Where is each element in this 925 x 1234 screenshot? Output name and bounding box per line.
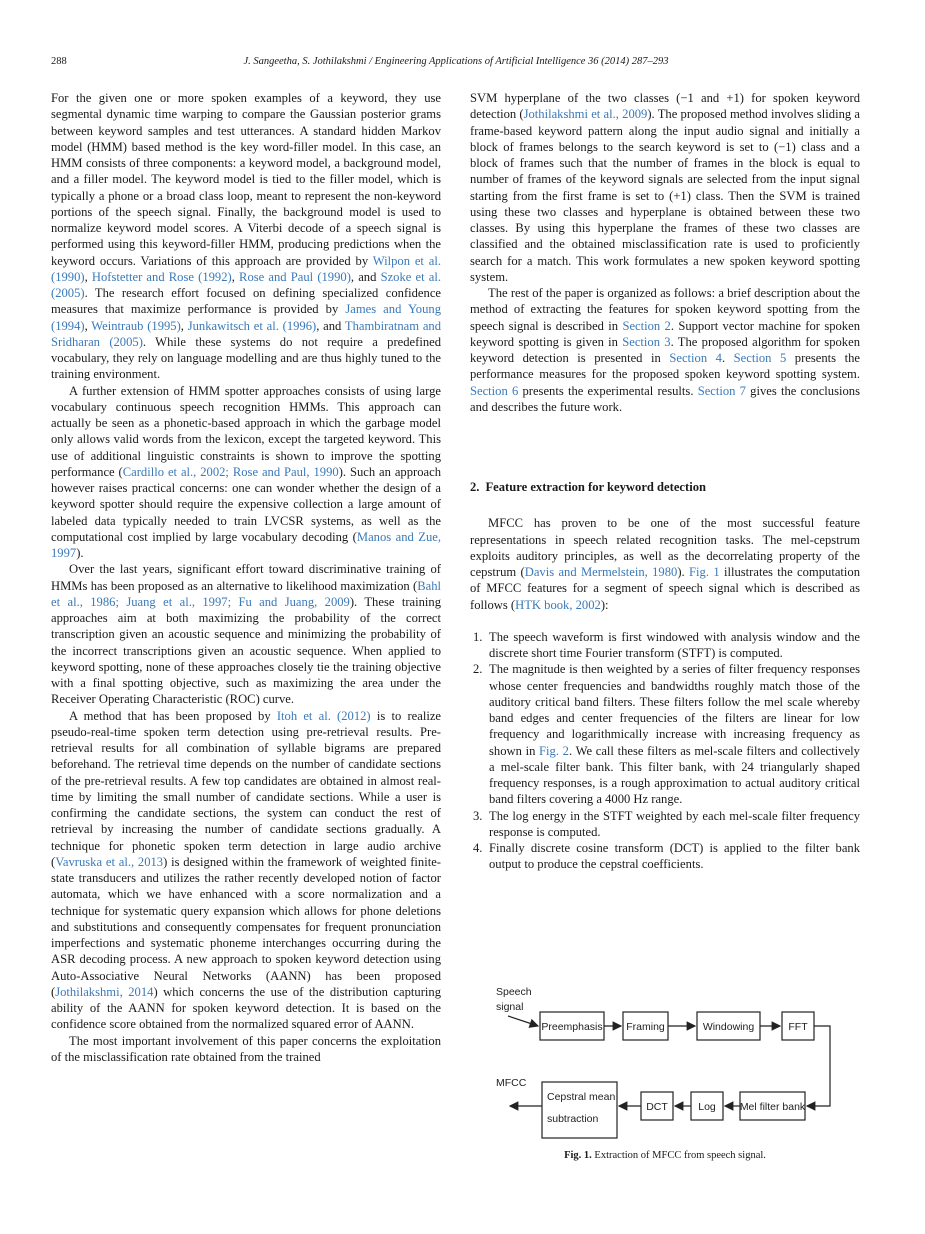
section-title: Feature extraction for keyword detection: [485, 480, 707, 494]
citation-link[interactable]: Cardillo et al., 2002; Rose and Paul, 1990: [122, 464, 339, 479]
paragraph: [470, 515, 860, 613]
text-run: ,: [180, 318, 188, 333]
text-run: presents the experimental results.: [518, 383, 698, 398]
text-run: . We call these filters as mel-scale filters and collectively a mel-scale filter bank. This filter bank, with 24 triangularly shaped frequency responses, is a rough approximation to actual auditory critical band filters covering a 4000 Hz range.: [489, 743, 860, 807]
citation-link[interactable]: Szoke et al. (2005): [51, 269, 442, 300]
text-run: is to realize pseudo-real-time spoken term detection using pre-retrieval results. Pre-retrieval results for all combination of syllable bigrams are prepared beforehand. The retrieval time depends on the number of candidate sections of the pre-retrieval results. A few top candidates are obtained in almost real-time by limiting the small number of candidate sections. While a user is confirming the candidate sections, the system can conduct the rest of retrieval by increasing the number of candidate sections gradually. A technique for phonetic spoken term detection in large audio archive (: [51, 708, 442, 869]
text-run: The log energy in the STFT weighted by each mel-scale filter frequency response is computed.: [489, 808, 860, 839]
list-text: [489, 841, 860, 871]
list-text: [489, 662, 860, 806]
paragraph: [51, 561, 441, 707]
text-run: A method that has been proposed by: [69, 708, 277, 723]
input-arrow: [508, 1016, 538, 1026]
text-run: SVM hyperplane of the two classes (−1 and +1) for spoken keyword detection (: [470, 91, 860, 122]
text-run: The most important involvement of this paper concerns the exploitation of the misclassification rate obtained from the trained: [51, 1033, 441, 1064]
block-cms-label-2: subtraction: [547, 1113, 599, 1125]
citation-link[interactable]: HTK book, 2002: [515, 597, 601, 612]
input-label-signal: signal: [496, 1001, 524, 1013]
section-number: 2.: [470, 480, 480, 494]
list-number: 2.: [473, 662, 483, 677]
citation-link[interactable]: Section 3: [622, 334, 671, 349]
list-text: [489, 809, 860, 839]
page-number: 288: [51, 56, 67, 67]
list-number: 4.: [473, 841, 483, 855]
text-run: ,: [84, 269, 92, 284]
citation-link[interactable]: Section 7: [697, 383, 746, 398]
block-fft-label: FFT: [788, 1021, 808, 1033]
block-dct-label: DCT: [646, 1101, 668, 1113]
list-item: [470, 629, 860, 662]
citation-link[interactable]: Itoh et al. (2012): [276, 708, 371, 723]
citation-link[interactable]: Manos and Zue, 1997: [51, 529, 441, 560]
citation-link[interactable]: Wilpon et al. (1990): [51, 253, 441, 284]
citation-link[interactable]: Jothilakshmi et al., 2009: [523, 107, 648, 122]
citation-link[interactable]: Bahl et al., 1986; Juang et al., 1997; Fu and Juang, 2009: [51, 578, 441, 609]
section-heading: [470, 479, 860, 495]
citation-link[interactable]: Rose and Paul (1990): [239, 269, 351, 284]
list-item: [470, 808, 860, 841]
text-run: ). The proposed method involves sliding a frame-based keyword pattern along the input audio signal and initially a block of frames belongs to the search keyword is set to (−1) class and a block of frames such that the number of frames in the block is equal to number of frames of the keyword signals are selected from the input signal starting from the first frame is set to (+1) class. Then the SVM is trained using these two classes and hyperplane is obtained between these two classes. By using this hyperplane the frames of these two classes are classified and the obtained misclassification rate is used to proficiently search for a match. This work formulates a new spoken keyword spotting system.: [470, 107, 860, 284]
block-cms-label-1: Cepstral mean: [547, 1091, 616, 1103]
citation-link[interactable]: Junkawitsch et al. (1996): [187, 318, 317, 333]
text-run: illustrates the computation of MFCC features for a segment of speech signal which is described as follows (: [470, 565, 860, 612]
list-item: [470, 661, 860, 807]
text-run: The speech waveform is first windowed with analysis window and the discrete short time Fourier transform (STFT) is computed.: [489, 629, 860, 660]
block-preemphasis-label: Preemphasis: [541, 1021, 603, 1033]
right-column: [470, 90, 860, 873]
figure-1: [470, 980, 860, 1180]
list-item: [470, 840, 860, 873]
text-run: A further extension of HMM spotter approaches consists of using large vocabulary continuous speech recognition HMMs. This approach can actually be seen as a phonetic-based approach in which the garbage model only allows valid words from the lexicon, except the targeted keyword. This use of additional linguistic constraints is shown to improve the spotting performance (: [51, 383, 441, 479]
text-run: For the given one or more spoken examples of a keyword, they use segmental dynamic time warping to compare the Gaussian posterior grams between keyword samples and test utterances. A standard hidden Markov model (HMM) based method is the key word-filler model. In this case, an HMM consists of three components: a keyword model, a background model, and a filler model. The keyword model is tied to the filler model, which is typically a phone or a broad class loop, meant to represent the non-keyword portions of the speech signal. Finally, the background model is used to normalize keyword model scores. A Viterbi decode of a speech signal is performed using this keyword-filler HMM, producing predictions when the keyword occurs. Variations of this approach are provided by: [51, 91, 441, 268]
text-run: . The proposed algorithm for spoken keyword detection is presented in: [470, 334, 860, 365]
text-run: , and: [350, 269, 381, 284]
paragraph: [51, 1033, 441, 1066]
text-run: . The research effort focused on defining specialized confidence measures that maximize performance is provided by: [51, 286, 441, 317]
text-run: ). Such an approach however raises practical concerns: one can wonder whether the design of a keyword spotter should require the expensive collection a large amount of labeled data typically needed to train LVCSR systems, as well as the computational cost implied by large vocabulary decoding (: [51, 464, 441, 544]
text-run: Over the last years, significant effort toward discriminative training of HMMs has been proposed as an alternative to likelihood maximization (: [51, 562, 441, 593]
citation-link[interactable]: Weintraub (1995): [91, 318, 181, 333]
paragraph: [51, 708, 441, 1033]
text-run: .: [721, 351, 734, 365]
paragraph: [470, 90, 860, 285]
citation-link[interactable]: Section 4: [669, 351, 722, 365]
caption-label: Fig. 1.: [564, 1150, 592, 1161]
text-run: gives the conclusions and describes the future work.: [470, 383, 860, 414]
citation-link[interactable]: Vavruska et al., 2013: [55, 854, 164, 869]
block-mel-filter-bank-label: Mel filter bank: [739, 1101, 806, 1113]
output-label-mfcc: MFCC: [496, 1077, 527, 1089]
text-run: The magnitude is then weighted by a series of filter frequency responses whose center frequencies and bandwidths roughly match those of the auditory critical band filters. These filters follow the mel scale whereby band edges and center frequencies of the filters are linear for low frequency and logarithmically increase with increasing frequency as shown in: [489, 662, 860, 758]
mfcc-block-diagram: [470, 980, 860, 1145]
left-column: [51, 90, 441, 1065]
block-framing-label: Framing: [626, 1021, 665, 1033]
paragraph: [470, 285, 860, 415]
citation-link[interactable]: Jothilakshmi, 2014: [55, 984, 154, 999]
block-windowing-label: Windowing: [702, 1021, 755, 1033]
text-run: ) is designed within the framework of weighted finite-state transducers and utilizes the rather recently developed notion of factor automata, which we have enhanced with a score normalization and a technique for systematic query expansion which allows for phone deletions and substitutions and consequently compensates for frequent pronunciation imperfections and systematic phoneme interchanges occurring during the ASR decoding process. A new approach to spoken keyword detection using Auto-Associative Neural Networks (AANN) has been proposed (: [51, 854, 441, 999]
citation-link[interactable]: Section 6: [470, 383, 519, 398]
text-run: ).: [76, 546, 84, 560]
citation-link[interactable]: Davis and Mermelstein, 1980: [524, 565, 678, 579]
mfcc-steps-list: [470, 629, 860, 873]
paragraph: [51, 383, 441, 562]
figure-caption: [470, 1150, 860, 1161]
text-run: ,: [84, 318, 92, 333]
text-run: ):: [600, 597, 609, 612]
running-title: J. Sangeetha, S. Jothilakshmi / Engineering Applications of Artificial Intelligence 36 (2014) 287–293: [243, 56, 669, 67]
input-label-speech: Speech: [496, 986, 532, 998]
citation-link[interactable]: Thambiratnam and Sridharan (2005): [51, 318, 442, 349]
block-log-label: Log: [698, 1101, 716, 1113]
text-run: presents the performance measures for the proposed spoken keyword spotting system.: [470, 351, 860, 382]
page-header: [51, 56, 861, 70]
citation-link[interactable]: Section 2: [622, 318, 671, 333]
text-run: , and: [316, 318, 345, 333]
text-run: The rest of the paper is organized as follows: a brief description about the method of extracting the features for spoken keyword spotting from the speech signal is described in: [470, 286, 860, 333]
text-run: . While these systems do not require a predefined vocabulary, they rely on language modelling and are thus highly tuned to the training environment.: [51, 334, 442, 382]
text-run: ). These training approaches aim at both maximizing the probability of the correct transcription given an acoustic sequence and minimizing the probability of the incorrect transcriptions given an acoustic sequence. When applied to keyword spotting, none of these approaches closely tie the training objective with a final spotting objective, such as maximizing the area under the Receiver Operating Characteristic (ROC) curve.: [51, 594, 442, 707]
list-number: 1.: [473, 629, 483, 644]
citation-link[interactable]: Section 5: [733, 351, 787, 365]
citation-link[interactable]: Fig. 1: [689, 565, 720, 579]
citation-link[interactable]: James and Young (1994): [51, 302, 441, 333]
paragraph: [51, 90, 441, 383]
text-run: ).: [677, 565, 690, 579]
text-run: Finally discrete cosine transform (DCT) is applied to the filter bank output to produce the cepstral coefficients.: [489, 841, 860, 872]
text-run: ) which concerns the use of the distribution capturing ability of the AANN for spoken keyword detection. It is based on the confidence score obtained from the normalized squared error of AANN.: [51, 984, 441, 1032]
text-run: MFCC has proven to be one of the most successful feature representations in speech related recognition tasks. The mel-cepstrum exploits auditory principles, as well as the decorrelating property of the cepstrum (: [470, 516, 860, 579]
list-number: 3.: [473, 808, 483, 823]
text-run: ,: [231, 269, 240, 284]
citation-link[interactable]: Hofstetter and Rose (1992): [91, 269, 232, 284]
citation-link[interactable]: Fig. 2: [539, 743, 569, 758]
list-text: [489, 630, 860, 660]
text-run: . Support vector machine for spoken keyword spotting is given in: [470, 318, 860, 349]
caption-text: Extraction of MFCC from speech signal.: [594, 1150, 766, 1161]
